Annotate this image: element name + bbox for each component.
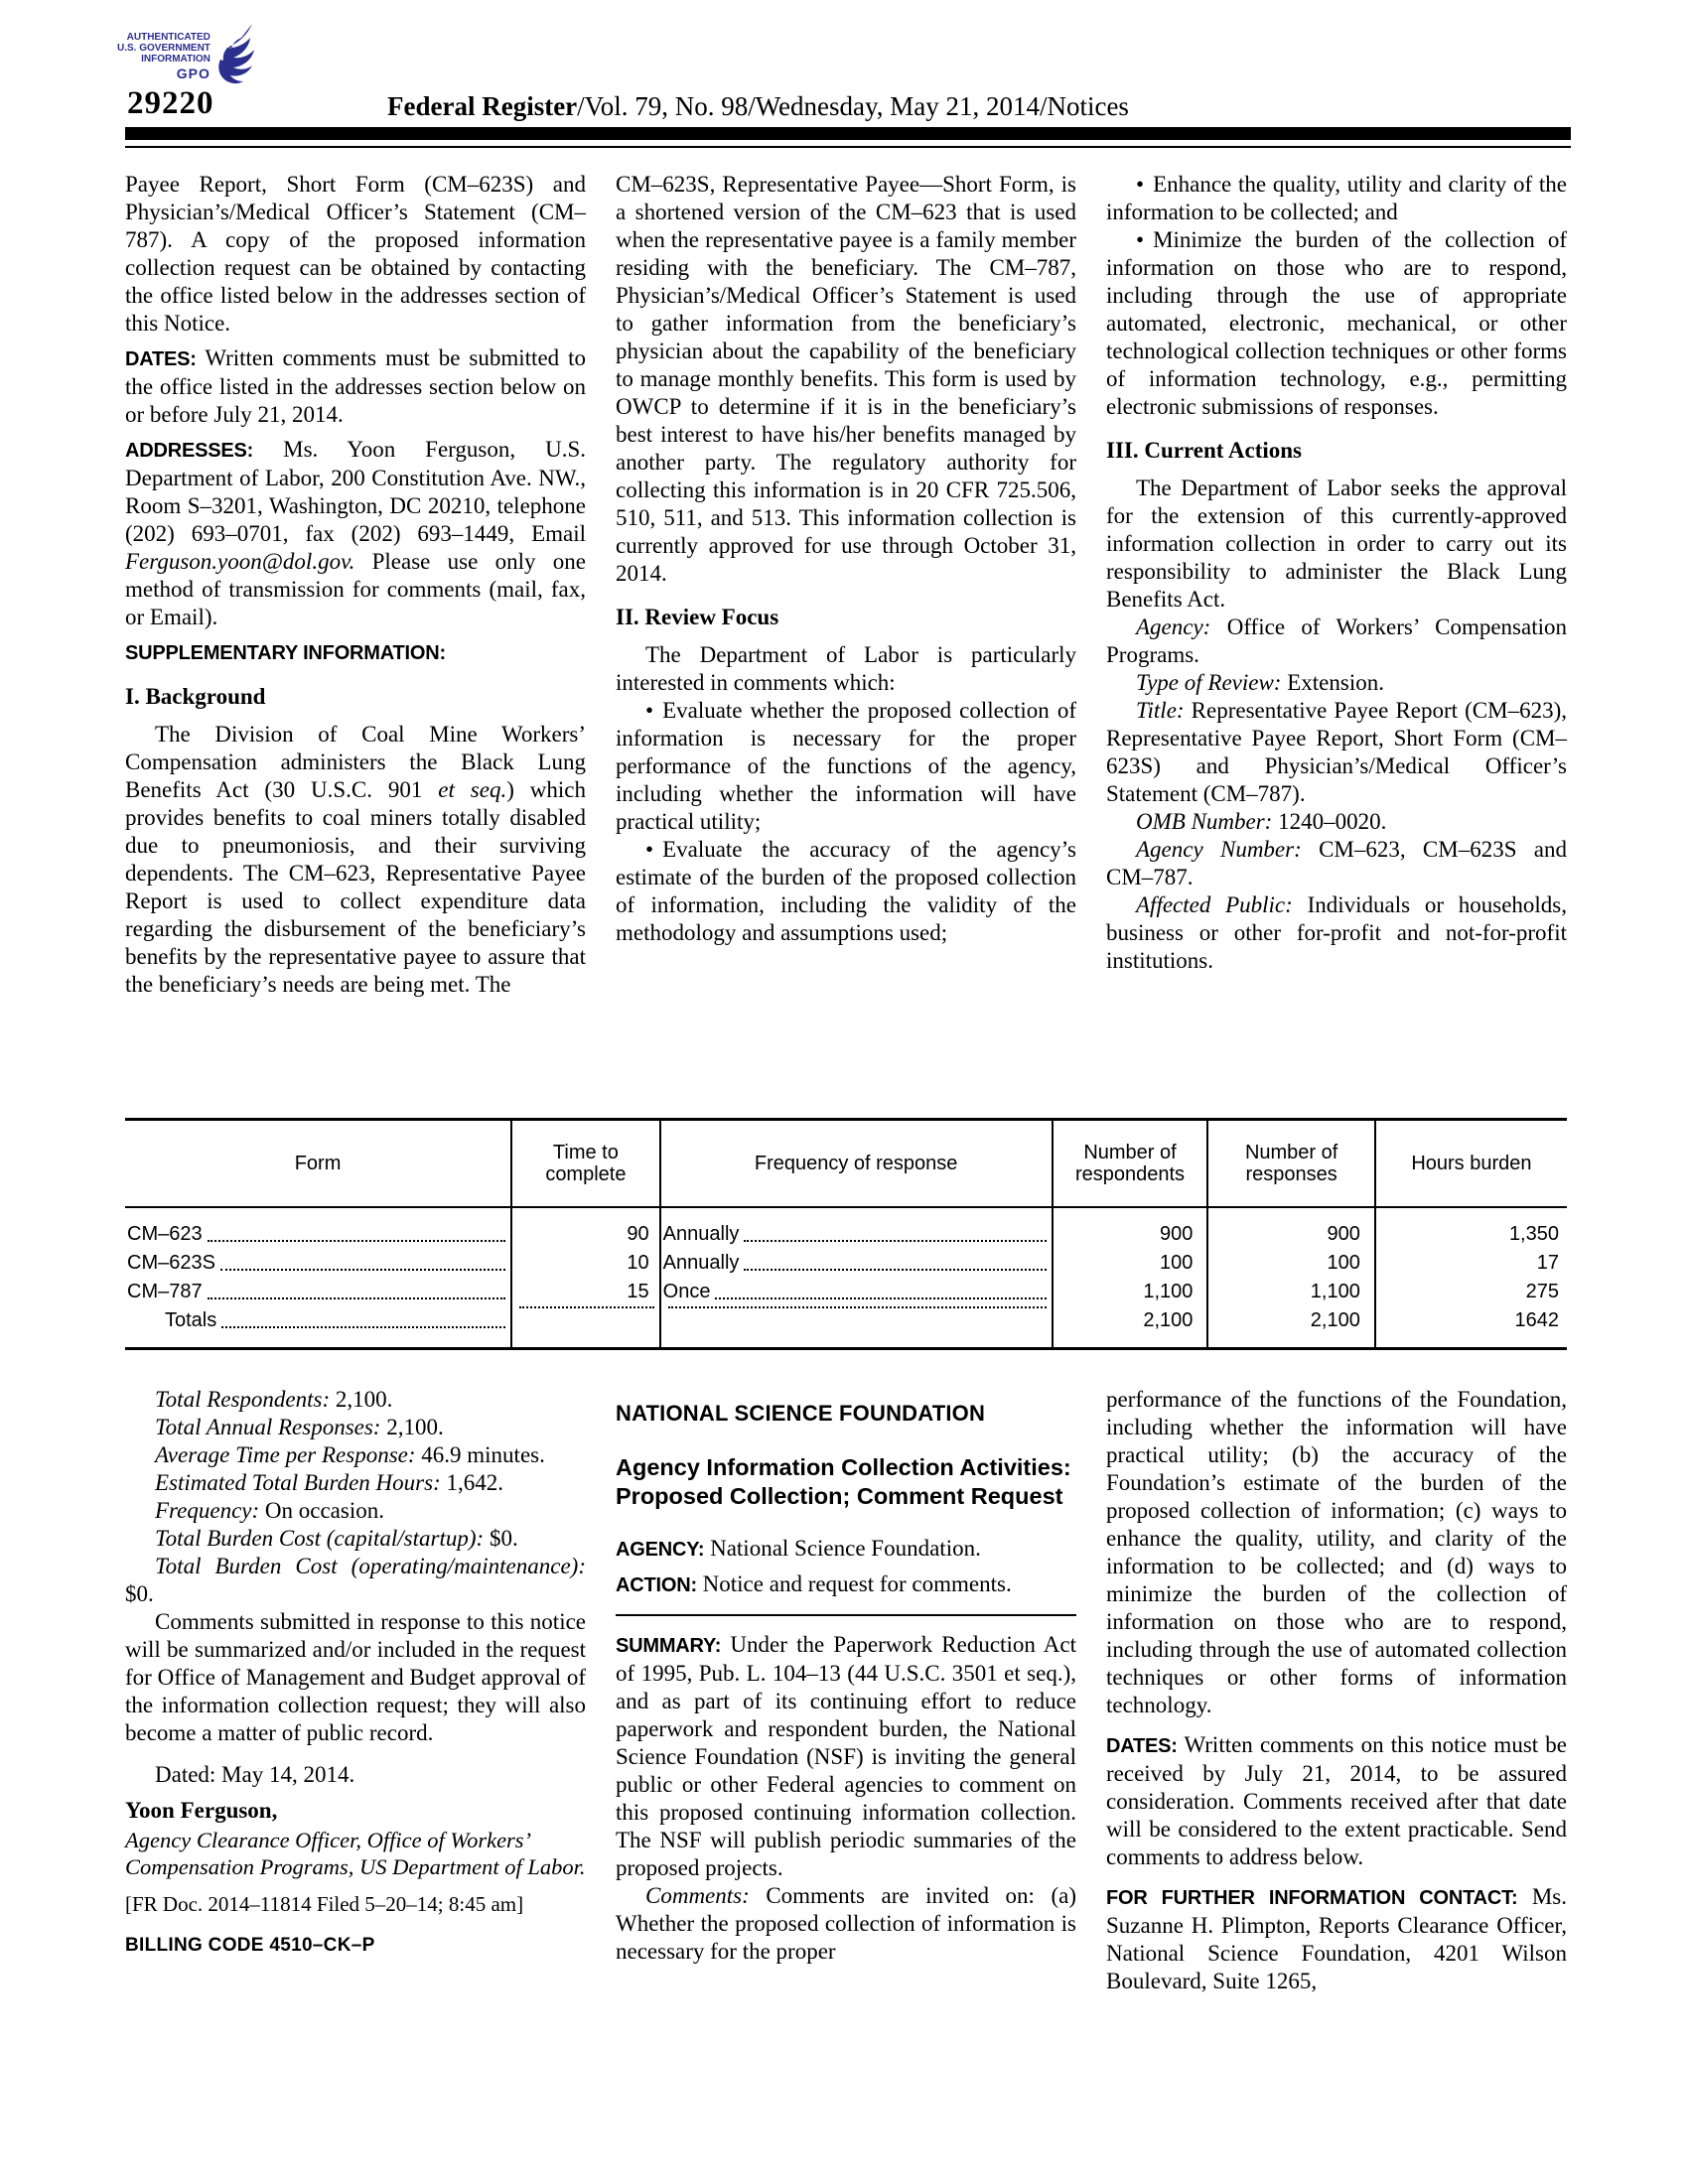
burden-table [125,1118,1567,1350]
table-cell-frequency [660,1249,1053,1278]
body-text: National Science Foundation. [710,1536,981,1561]
field-value: $0. [125,1581,154,1606]
journal-name: Federal Register [387,91,578,121]
field-burden-cost-capital [125,1525,586,1553]
field-label: Agency: [1136,614,1211,639]
form-name: CM–623S [127,1252,215,1274]
table-cell-form [125,1306,511,1349]
field-label: Agency Number: [1136,837,1302,862]
dated-line: Dated: May 14, 2014. [155,1762,355,1787]
dot-leader [519,1306,654,1308]
frequency-value: Annually [662,1252,740,1274]
table-cell-respondents: 100 [1053,1249,1208,1278]
paragraph [616,641,1076,697]
gpo-logo-line: U.S. GOVERNMENT [117,43,211,54]
dot-leader [221,1326,505,1328]
table-cell-time: 10 [511,1249,660,1278]
field-label: Total Respondents: [155,1387,331,1412]
field-value: Extension. [1287,670,1384,695]
notice-title: Agency Information Collection Activities: Proposed Collection; Comment Request [616,1454,1071,1509]
field-label: Average Time per Response: [155,1442,416,1467]
table-cell-time [511,1306,660,1349]
issue-info: /Vol. 79, No. 98/Wednesday, May 21, 2014/Notices [577,91,1129,121]
supplementary-label: SUPPLEMENTARY INFORMATION: [125,642,446,664]
field-label: Type of Review: [1136,670,1282,695]
column-header-form: Form [125,1120,511,1208]
header-rule-thick [125,127,1571,140]
table-cell-respondents: 900 [1053,1207,1208,1249]
frequency-value: Annually [662,1223,740,1245]
addresses-label: ADDRESSES: [125,440,254,462]
gpo-logo-acronym: GPO [176,66,211,81]
field-average-time [125,1441,586,1469]
field-value: 2,100. [335,1387,393,1412]
table-cell-respondents: 1,100 [1053,1278,1208,1306]
latin-phrase: et seq. [438,777,507,802]
form-name: CM–623 [127,1223,203,1245]
field-value: 46.9 minutes. [421,1442,545,1467]
table-header-row [125,1120,1567,1208]
field-estimated-hours [125,1469,586,1497]
gpo-logo-line: INFORMATION [141,54,211,65]
field-label: Total Burden Cost (capital/startup): [155,1526,485,1551]
column-1 [125,1386,586,1995]
fr-doc-line: [FR Doc. 2014–11814 Filed 5–20–14; 8:45 am] [125,1892,524,1916]
body-text: Written comments on this notice must be received by July 21, 2014, to be assured consideration. Comments received after that date will be considered to the extent practicable. Send comments to address below. [1106,1732,1567,1869]
field-label: OMB Number: [1136,809,1273,834]
body-text: Ms. Yoon Ferguson, U.S. Department of Labor, 200 Constitution Ave. NW., Room S–3201, Washington, DC 20210, telephone (202) 693–0701, fax (202) 693–1449, Email [125,437,587,546]
column-header-time: Time to complete [511,1120,660,1208]
signature-name: Yoon Ferguson, [125,1798,278,1823]
billing-code: BILLING CODE 4510–CK–P [125,1935,375,1956]
paragraph [616,171,1076,588]
column-header-hours: Hours burden [1375,1120,1567,1208]
field-value: 1,642. [446,1470,503,1495]
field-label: Title: [1136,698,1185,723]
field-value: Office of Workers’ Compensation Programs. [1106,614,1567,667]
field-label: Affected Public: [1136,892,1293,917]
column-3 [1106,171,1567,1106]
field-label: Total Annual Responses: [155,1415,381,1439]
body-text: Ms. Suzanne H. Plimpton, Reports Clearance Officer, National Science Foundation, 4201 Wilson Boulevard, Suite 1265, [1106,1884,1567,1993]
bullet-item [616,836,1076,947]
gpo-logo-line: AUTHENTICATED [126,32,211,43]
agency-paragraph [616,1535,1076,1564]
paragraph [125,721,586,999]
action-label: ACTION: [616,1574,697,1596]
field-value: 2,100. [386,1415,444,1439]
dot-leader [208,1297,506,1299]
gpo-authenticated-logo [117,24,260,87]
frequency-value: Once [662,1281,711,1302]
contact-paragraph [1106,1883,1567,1995]
section-divider [616,1614,1076,1616]
body-text: The Department of Labor seeks the approval for the extension of this currently-approved information collection in order to carry out its responsibility to administer the Black Lung Benefits Act. [1106,476,1567,612]
column-header-respondents: Number of respondents [1053,1120,1208,1208]
form-name: CM–787 [127,1281,203,1302]
body-text: Notice and request for comments. [702,1571,1012,1596]
page-header [0,0,1688,149]
field-value: Individuals or households, business or other for-profit and not-for-profit institutions. [1106,892,1567,973]
table-cell-responses: 100 [1207,1249,1374,1278]
field-value: $0. [489,1526,518,1551]
table-cell-hours: 1,350 [1508,1223,1559,1245]
table-cell-respondents: 2,100 [1053,1306,1208,1349]
column-header-frequency: Frequency of response [660,1120,1053,1208]
bullet-icon: • [645,698,654,723]
table-cell-hours: 17 [1536,1252,1559,1274]
body-text: Comments are invited on: (a) Whether the proposed collection of information is necessary for the proper [616,1883,1077,1964]
paragraph [125,1608,586,1747]
field-label: Total Burden Cost (operating/ [155,1554,455,1578]
table-cell-form [125,1278,511,1306]
agency-heading: NATIONAL SCIENCE FOUNDATION [616,1401,986,1426]
field-value: 1240–0020. [1278,809,1387,834]
body-text: Evaluate whether the proposed collection of information is necessary for the proper performance of the functions of the agency, including whether the information will have practical utility; [616,698,1076,834]
table-cell-frequency [660,1278,1053,1306]
bullet-item [1106,171,1567,226]
table-row-totals [125,1306,1567,1349]
header-rule-thin [125,146,1571,148]
supplementary-paragraph [125,638,586,667]
field-label: Frequency: [155,1498,260,1523]
body-text: Written comments must be submitted to the office listed in the addresses section below on or before July 21, 2014. [125,345,586,427]
body-text: performance of the functions of the Foundation, including whether the information will have practical utility; (b) the accuracy of the Foundation’s estimate of the burden of the proposed collection of information; (c) ways to enhance the quality, utility, and clarity of the information to be collected; and (d) ways to minimize the burden of the collection of information on those who are to respond, including through the use of automated collection techniques or other forms of information technology. [1106,1387,1567,1717]
column-2 [616,1386,1076,1995]
body-text: Evaluate the accuracy of the agency’s estimate of the burden of the proposed collection of information, including the validity of the methodology and assumptions used; [616,837,1076,945]
running-head [387,91,1129,122]
dol-notice-body [125,171,1567,1106]
email-address: Ferguson.yoon@dol.gov. [125,549,355,574]
field-value: Representative Payee Report (CM–623), Representative Payee Report, Short Form (CM–623S) and Physician’s/Medical Officer’s Statement (CM–787). [1106,698,1568,806]
field-burden-cost-operating [125,1553,586,1608]
bullet-icon: • [1136,227,1145,252]
section-heading-background: I. Background [125,684,266,709]
bullet-item [616,697,1076,836]
paragraph [1106,475,1567,614]
summary-paragraph [616,1631,1076,1882]
dates-paragraph [125,344,586,429]
field-value: On occasion. [264,1498,384,1523]
addresses-paragraph [125,436,586,631]
signature-title: Agency Clearance Officer, Office of Workers’ Compensation Programs, US Department of Labor. [125,1828,586,1879]
dates-paragraph [1106,1731,1567,1871]
field-agency [1106,614,1567,669]
table-cell-time: 15 [511,1278,660,1306]
field-affected-public [1106,891,1567,975]
body-text: The Division of Coal Mine Workers’ Compensation administers the Black Lung Benefits Act (30 U.S.C. 901 [125,722,586,802]
dot-leader [744,1269,1046,1271]
totals-label: Totals [165,1309,217,1331]
body-text: Payee Report, Short Form (CM–623S) and Physician’s/Medical Officer’s Statement (CM–787). A copy of the proposed information collection request can be obtained by contacting the office listed below in the addresses section of this Notice. [125,172,586,336]
page-number: 29220 [127,85,214,121]
body-text: Minimize the burden of the collection of information on those who are to respond, including through the use of appropriate automated, electronic, mechanical, or other technological collection techniques or other forms of information technology, e.g., permitting electronic submissions of responses. [1106,227,1567,419]
table-cell-hours: 275 [1525,1281,1559,1302]
bullet-icon: • [645,837,654,862]
summary-label: SUMMARY: [616,1635,722,1657]
dot-leader [744,1240,1046,1242]
body-text: ) which provides benefits to coal miners totally disabled due to pneumoniosis, and their surviving dependents. The CM–623, Representative Payee Report is used to collect expenditure data regarding the disbursement of the beneficiary’s benefits by the representative payee to assure that the beneficiary’s needs are being met. The [125,777,586,997]
table-cell-responses: 2,100 [1207,1306,1374,1349]
paragraph [125,171,586,338]
dates-label: DATES: [1106,1735,1178,1757]
bullet-icon: • [1136,172,1145,197]
field-label: maintenance): [454,1554,586,1578]
body-text: The Department of Labor is particularly interested in comments which: [616,642,1076,695]
body-text: Please use only one method of transmission for comments (mail, fax, or Email). [125,549,586,629]
table-row [125,1249,1567,1278]
field-agency-number [1106,836,1567,891]
table-cell-responses: 1,100 [1207,1278,1374,1306]
dot-leader [220,1269,505,1271]
dates-label: DATES: [125,348,197,370]
field-label: Estimated Total Burden Hours: [155,1470,441,1495]
table-cell-responses: 900 [1207,1207,1374,1249]
comments-paragraph [616,1882,1076,1966]
field-total-respondents [125,1386,586,1414]
agency-label: AGENCY: [616,1539,705,1561]
body-text: CM–623S, Representative Payee—Short Form, is a shortened version of the CM–623 that is used when the representative payee is a family member residing with the beneficiary. The CM–787, Physician’s/Medical Officer’s Statement is used to gather information from the beneficiary’s physician about the capability of the beneficiary to manage monthly benefits. This form is used by OWCP to determine if it is in the beneficiary’s best interest to have his/her benefits managed by another party. The regulatory authority for collecting this information is in 20 CFR 725.506, 510, 511, and 513. This information collection is currently approved for use through October 31, 2014. [616,172,1076,586]
field-omb-number [1106,808,1567,836]
table-cell-form [125,1207,511,1249]
table-cell-form [125,1249,511,1278]
body-text: Under the Paperwork Reduction Act of 1995, Pub. L. 104–13 (44 U.S.C. 3501 et seq.), and as part of its continuing effort to reduce paperwork and respondent burden, the National Science Foundation (NSF) is inviting the general public or other Federal agencies to comment on this proposed continuing information collection. The NSF will publish periodic summaries of the proposed projects. [616,1632,1076,1880]
table-cell-frequency [660,1306,1053,1349]
gpo-eagle-swoosh-icon [212,24,260,87]
body-text: Comments submitted in response to this notice will be summarized and/or included in the request for Office of Management and Budget approval of the information collection request; they will also become a matter of public record. [125,1609,586,1745]
bullet-item [1106,226,1567,421]
action-paragraph [616,1570,1076,1599]
table-cell-hours: 1642 [1514,1309,1559,1331]
body-text: Enhance the quality, utility and clarity of the information to be collected; and [1106,172,1567,224]
dot-leader [668,1306,1047,1308]
table-cell-frequency [660,1207,1053,1249]
column-3 [1106,1386,1567,1995]
dot-leader [715,1297,1046,1299]
table-row [125,1278,1567,1306]
field-label: Comments: [645,1883,750,1908]
paragraph [1106,1386,1567,1719]
field-total-annual-responses [125,1414,586,1441]
field-frequency [125,1497,586,1525]
bottom-body [125,1386,1567,1995]
field-title [1106,697,1567,808]
column-header-responses: Number of responses [1207,1120,1374,1208]
section-heading-current-actions: III. Current Actions [1106,438,1303,463]
table-row [125,1207,1567,1249]
field-value: CM–623, CM–623S and CM–787. [1106,837,1567,889]
column-2 [616,171,1076,1106]
column-1 [125,171,586,1106]
table-cell-time: 90 [511,1207,660,1249]
field-type-of-review [1106,669,1567,697]
section-heading-review-focus: II. Review Focus [616,605,779,629]
gpo-logo-text [117,24,211,79]
dot-leader [208,1240,506,1242]
contact-label: FOR FURTHER INFORMATION CONTACT: [1106,1887,1518,1909]
